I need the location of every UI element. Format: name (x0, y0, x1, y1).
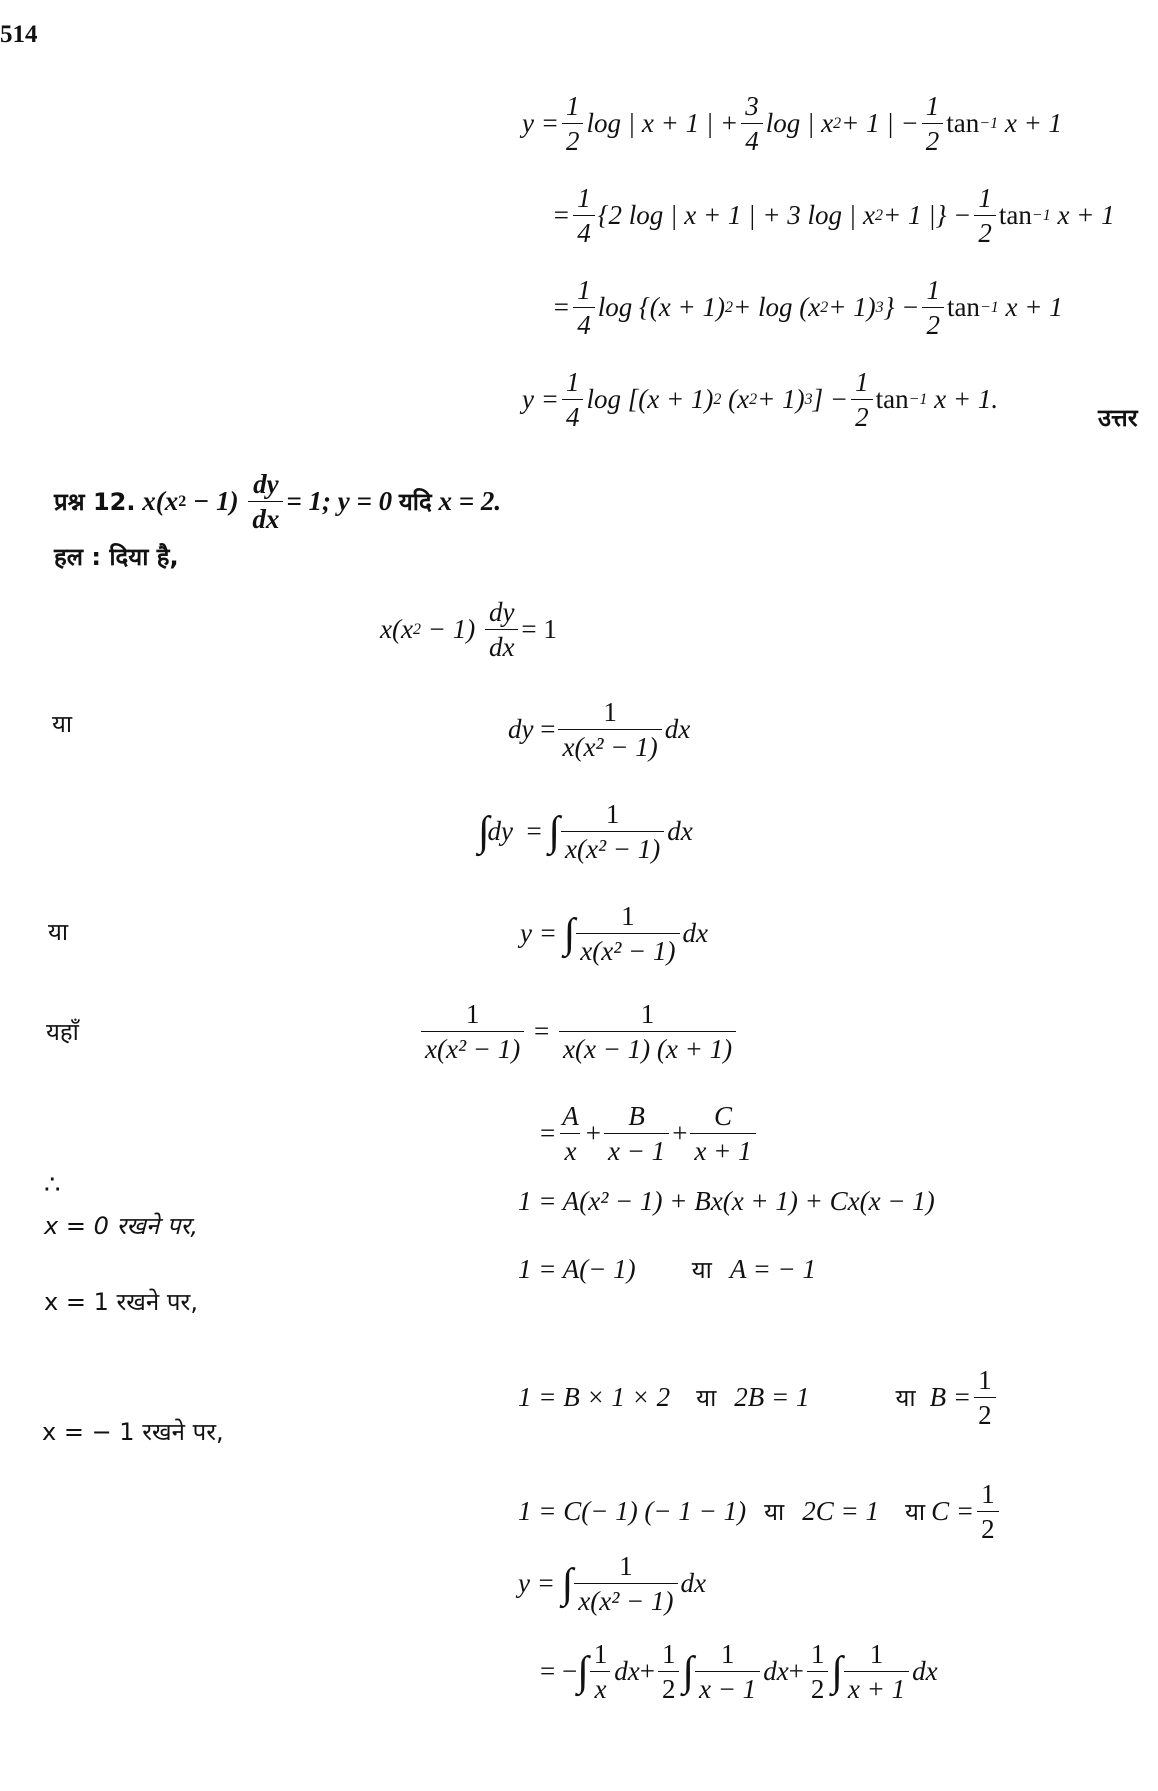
equation-sub-xm1: 1 = C(− 1) (− 1 − 1) या 2C = 1 या C = $\frac{1}{2}$ (518, 1480, 1002, 1544)
answer-label: उत्तर (1098, 404, 1138, 432)
label-put-x1: x = 1 रखने पर, (44, 1288, 198, 1316)
equation-integrate: ∫ dy = ∫ $\frac{1}{\text{x(x² − 1)}}$ dx (478, 799, 693, 865)
question-12: प्रश्न 12. x(x 2 − 1) $\frac{dy}{dx}$ = 1; y = 0 यदि x = 2. (54, 469, 502, 535)
equation-partial-fractions: = $\frac{A}{x}$ + $\frac{B}{x - 1}$ + $\frac{C}{x + 1}$ (540, 1102, 759, 1166)
equation-line-1: y = $\frac{1}{2}$ log | x + 1 | + $\frac{3}{4}$ log | x 2 + 1 | − $\frac{1}{2}$ tan −1 x + 1 (522, 91, 1063, 157)
label-ya-1: या (52, 710, 73, 738)
equation-y-integral-2: y = ∫ $\frac{1}{\text{x(x² − 1)}}$ dx (518, 1551, 706, 1617)
equation-identity: 1 = A(x² − 1) + Bx(x + 1) + Cx(x − 1) (518, 1186, 935, 1216)
equation-y-integral: y = ∫ $\frac{1}{\text{x(x² − 1)}}$ dx (520, 901, 708, 967)
page-number: 514 (0, 21, 38, 48)
therefore-symbol: ∴ (44, 1170, 61, 1199)
label-yahan: यहाँ (46, 1018, 79, 1046)
equation-sub-x0: 1 = A(− 1) या A = − 1 (518, 1254, 817, 1284)
label-put-xm1: x = − 1 रखने पर, (42, 1418, 224, 1446)
equation-sum-integrals: = − ∫ $\frac{1}{x}$ dx + $\frac{1}{2}$ ∫ $\frac{1}{x - 1}$ dx + $\frac{1}{2}$ ∫ $\frac{1}{x + 1}$ dx (540, 1639, 938, 1705)
equation-line-4: y = $\frac{1}{4}$ log [(x + 1) 2 (x 2 + 1) 3 ] − $\frac{1}{2}$ tan −1 x + 1. (522, 367, 999, 433)
label-put-x0: x = 0 रखने पर, (44, 1212, 198, 1240)
solution-heading: हल : दिया है, (54, 543, 179, 571)
equation-line-3: = $\frac{1}{4}$ log {(x + 1) 2 + log (x 2 + 1) 3 } − $\frac{1}{2}$ tan −1 x + 1 (552, 275, 1063, 341)
equation-line-2: = $\frac{1}{4}$ {2 log | x + 1 | + 3 log | x 2 + 1 |} − $\frac{1}{2}$ tan −1 x + 1 (552, 183, 1115, 249)
equation-separate: dy = $\frac{1}{\text{x(x² − 1)}}$ dx (508, 697, 691, 763)
label-ya-2: या (48, 918, 69, 946)
equation-sub-x1: 1 = B × 1 × 2 या 2B = 1 या B = $\frac{1}{2}$ (518, 1366, 999, 1430)
equation-given: x(x 2 − 1) $\frac{dy}{dx}$ = 1 (380, 597, 557, 663)
equation-factor: $\frac{1}{\text{x(x² − 1)}}$ = $\frac{1}{x(x - 1) (x + 1)}$ (418, 1000, 739, 1064)
